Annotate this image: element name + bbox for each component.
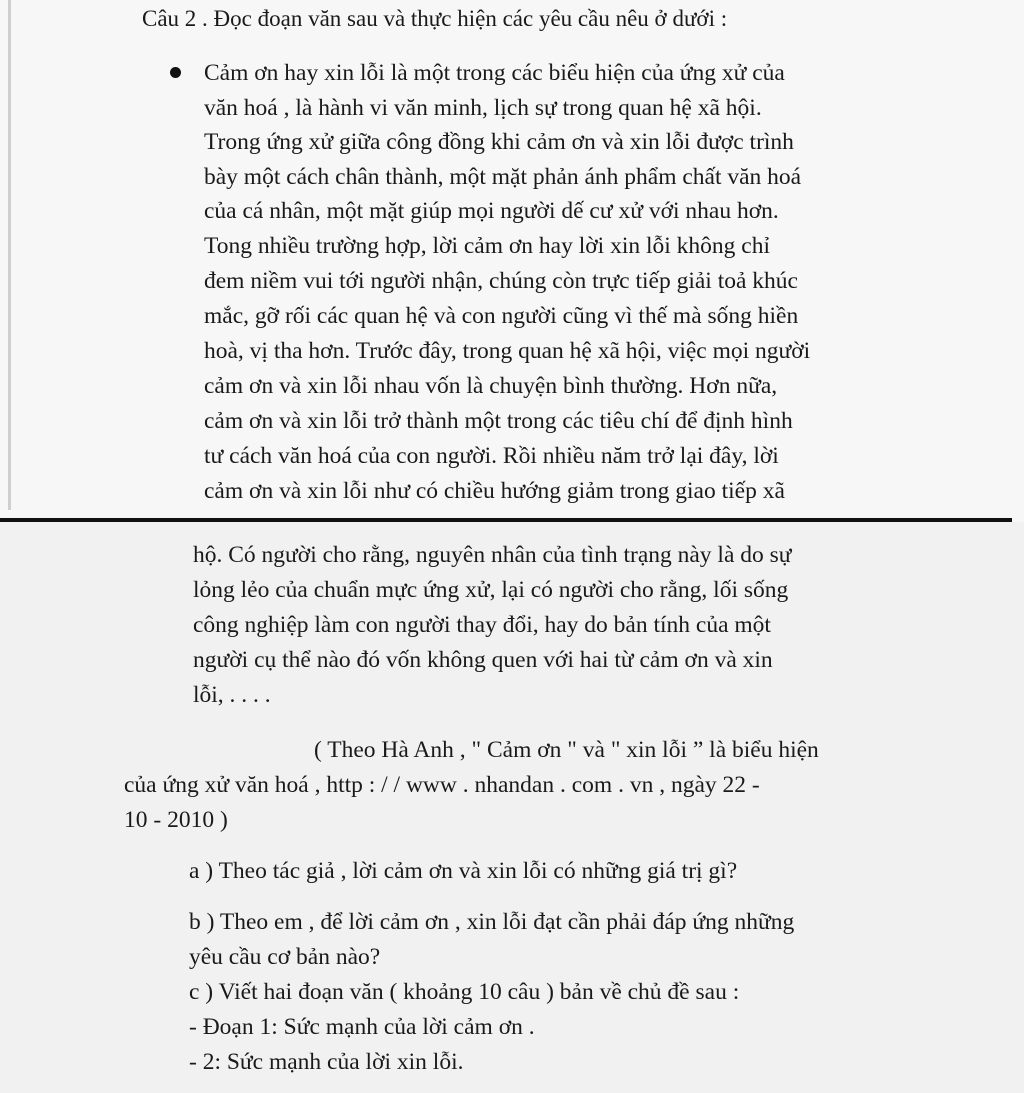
- passage-line: mắc, gỡ rối các quan hệ và con người cũng vì thế mà sống hiền: [204, 303, 799, 329]
- question-title: Câu 2 . Đọc đoạn văn sau và thực hiện các yêu cầu nêu ở dưới :: [142, 6, 728, 31]
- passage-line: bày một cách chân thành, một mặt phản ánh phẩm chất văn hoá: [204, 164, 802, 190]
- source-citation-line: ( Theo Hà Anh , " Cảm ơn " và " xin lỗi ” là biểu hiện: [314, 737, 819, 763]
- passage-line: lỗi, . . . .: [193, 682, 271, 708]
- passage-line: lỏng lẻo của chuẩn mực ứng xử, lại có người cho rằng, lối sống: [193, 577, 789, 603]
- question-c: c ) Viết hai đoạn văn ( khoảng 10 câu ) bản về chủ đề sau :: [189, 979, 740, 1005]
- passage-line: Trong ứng xử giữa công đồng khi cảm ơn và xin lỗi được trình: [204, 129, 794, 155]
- question-c-item-2: - 2: Sức mạnh của lời xin lỗi.: [189, 1049, 464, 1075]
- question-c-item-1: - Đoạn 1: Sức mạnh của lời cảm ơn .: [189, 1014, 535, 1040]
- passage-line: tư cách văn hoá của con người. Rồi nhiều năm trở lại đây, lời: [204, 443, 779, 469]
- passage-line: văn hoá , là hành vi văn minh, lịch sự trong quan hệ xã hội.: [204, 95, 762, 121]
- source-citation-line: 10 - 2010 ): [124, 807, 228, 833]
- question-b: b ) Theo em , để lời cảm ơn , xin lỗi đạt cần phải đáp ứng những: [189, 909, 795, 935]
- passage-line: hoà, vị tha hơn. Trước đây, trong quan hệ xã hội, việc mọi người: [204, 338, 811, 364]
- passage-line: người cụ thể nào đó vốn không quen với hai từ cảm ơn và xin: [193, 647, 773, 673]
- passage-line: của cá nhân, một mặt giúp mọi người dế cư xử với nhau hơn.: [204, 198, 779, 224]
- passage-line: Cảm ơn hay xin lỗi là một trong các biểu hiện của ứng xử của: [204, 60, 785, 86]
- source-citation-line: của ứng xử văn hoá , http : / / www . nhandan . com . vn , ngày 22 -: [124, 772, 760, 798]
- page-edge-rule: [8, 0, 11, 510]
- question-b-continued: yêu cầu cơ bản nào?: [189, 944, 381, 970]
- passage-line: cảm ơn và xin lỗi nhau vốn là chuyện bình thường. Hơn nữa,: [204, 373, 778, 399]
- passage-line: đem niềm vui tới người nhận, chúng còn trực tiếp giải toả khúc: [204, 268, 798, 294]
- passage-line: Tong nhiều trường hợp, lời cảm ơn hay lời xin lỗi không chỉ: [204, 233, 771, 259]
- photo-divider-line: [0, 518, 1012, 522]
- passage-line: công nghiệp làm con người thay đổi, hay do bản tính của một: [193, 612, 771, 638]
- question-a: a ) Theo tác giả , lời cảm ơn và xin lỗi có những giá trị gì?: [189, 858, 738, 884]
- passage-line: cảm ơn và xin lỗi trở thành một trong các tiêu chí để định hình: [204, 408, 793, 434]
- bullet-icon: [170, 67, 181, 78]
- passage-line: hộ. Có người cho rằng, nguyên nhân của tình trạng này là do sự: [193, 542, 792, 568]
- passage-line: cảm ơn và xin lỗi như có chiều hướng giảm trong giao tiếp xã: [204, 478, 785, 504]
